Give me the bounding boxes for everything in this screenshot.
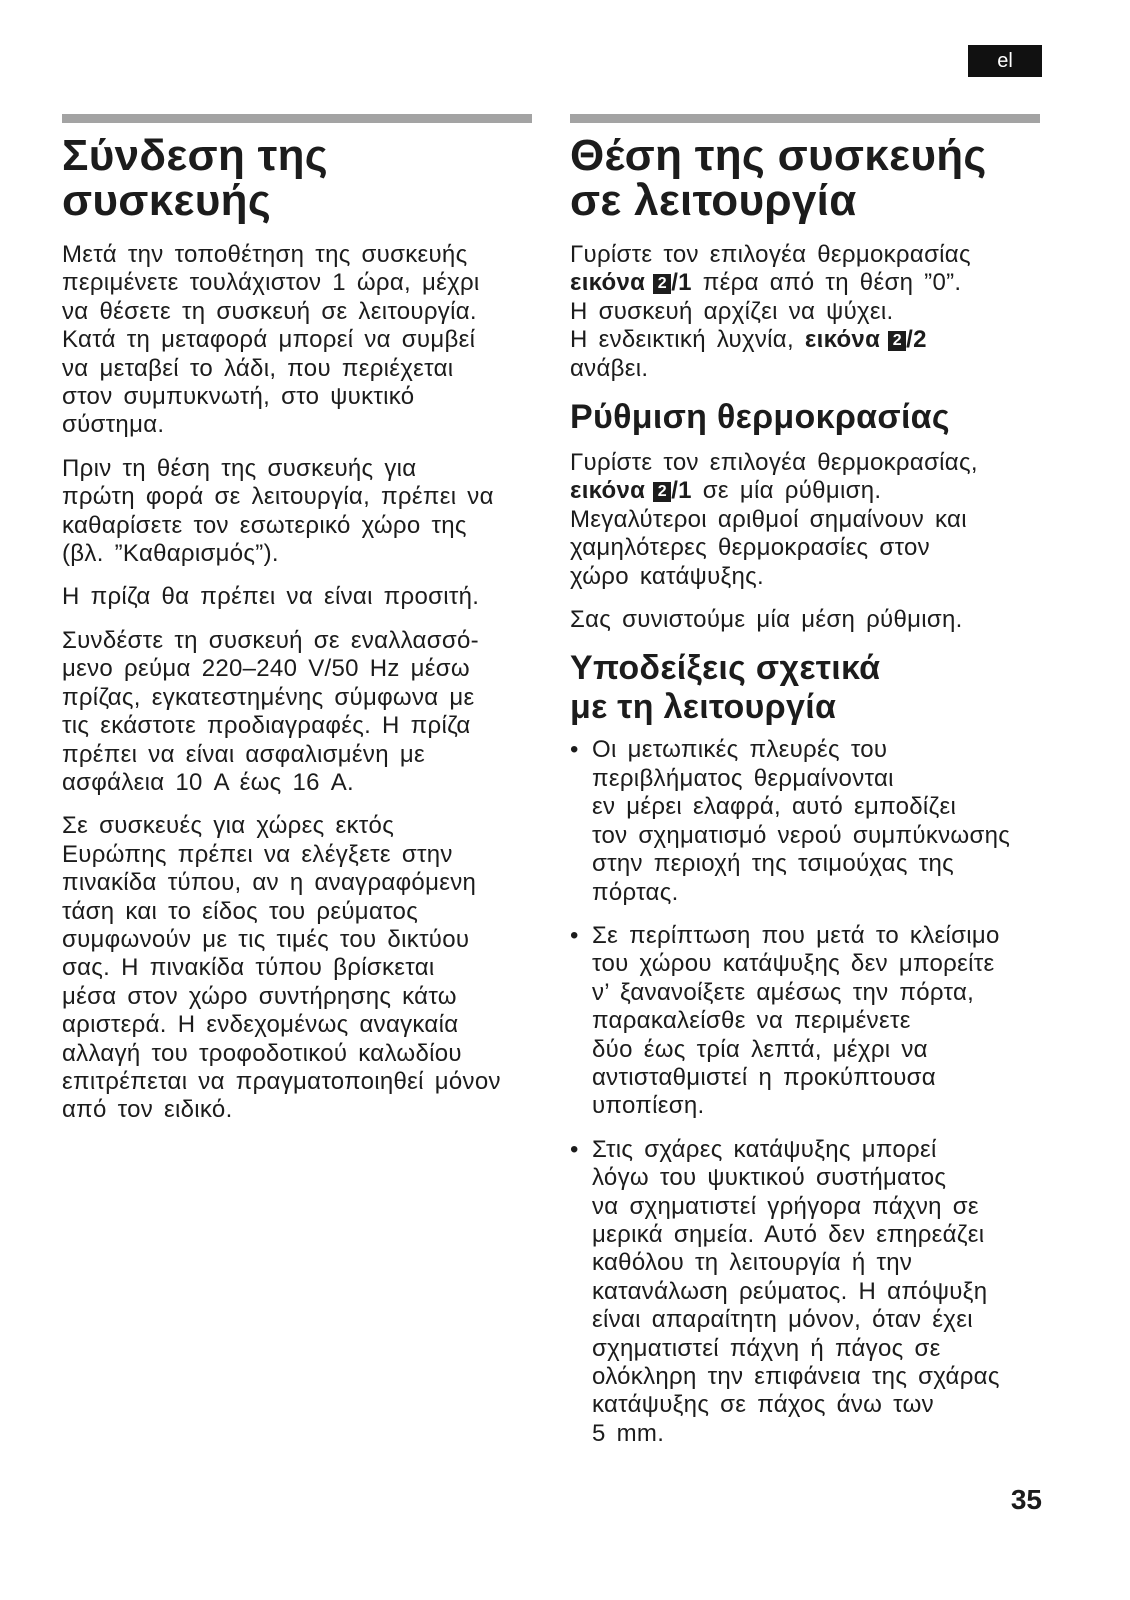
text-line: Η πρίζα θα πρέπει να είναι προσιτή. — [62, 583, 480, 611]
figure-ref: /1 — [671, 477, 692, 505]
text-line: Η συσκευή αρχίζει να ψύχει. — [570, 297, 894, 325]
text-line — [570, 326, 1050, 354]
text-line: μερικά σημεία. Αυτό δεν επηρεάζει — [592, 1220, 985, 1248]
text-line: καθόλου τη λειτουργία ή την — [592, 1249, 913, 1277]
text-line: πρίζας, εγκατεστημένης σύμφωνα με — [62, 683, 475, 711]
figure-number-icon: 2 — [888, 331, 906, 351]
figure-ref: /1 — [671, 269, 692, 297]
subheading-operating-notes — [570, 649, 1050, 727]
text-line: περιβλήματος θερμαίνονται — [592, 764, 894, 792]
text-line: σας. Η πινακίδα τύπου βρίσκεται — [62, 954, 435, 982]
section-heading-switch-on — [570, 133, 1050, 223]
paragraph-temperature-setting — [570, 449, 1050, 591]
text-line: περιμένετε τουλάχιστον 1 ώρα, μέχρι — [62, 269, 480, 297]
text-line: Πριν τη θέση της συσκευής για — [62, 454, 417, 482]
section-rule-right — [570, 114, 1040, 123]
text-run: σε μία ρύθμιση. — [691, 477, 882, 505]
figure-word: εικόνα — [570, 269, 646, 297]
figure-ref: /2 — [906, 326, 927, 354]
bullet-icon — [570, 736, 579, 764]
text-line: είναι απαραίτητη μόνον, όταν έχει — [592, 1306, 973, 1334]
paragraph-recommendation — [570, 606, 1050, 634]
figure-number-icon: 2 — [653, 274, 671, 294]
text-line: επιτρέπεται να πραγματοποιηθεί μόνον — [62, 1067, 501, 1095]
right-column — [570, 133, 1050, 1463]
text-line: μενο ρεύμα 220–240 V/50 Hz μέσω — [62, 655, 470, 683]
text-line: μέσα στον χώρο συντήρησης κάτω — [62, 982, 457, 1010]
text-line: Μεγαλύτεροι αριθμοί σημαίνουν και — [570, 505, 967, 533]
text-run: Η ενδεικτική λυχνία, — [570, 326, 805, 354]
text-line: Σας συνιστούμε μία μέση ρύθμιση. — [570, 606, 963, 634]
text-line: (βλ. ”Καθαρισμός”). — [62, 540, 279, 568]
text-line: συμφωνούν με τις τιμές του δικτύου — [62, 925, 470, 953]
list-item — [570, 1136, 1050, 1448]
text-line: χαμηλότερες θερμοκρασίες στον — [570, 534, 930, 562]
section-heading-connection — [62, 133, 542, 223]
text-line: Στις σχάρες κατάψυξης μπορεί — [592, 1135, 937, 1163]
text-line: ασφάλεια 10 A έως 16 A. — [62, 768, 355, 796]
figure-number-icon: 2 — [653, 482, 671, 502]
text-line: να θέσετε τη συσκευή σε λειτουργία. — [62, 297, 477, 325]
language-badge: el — [968, 45, 1042, 77]
text-line: παρακαλείσθε να περιμένετε — [592, 1007, 911, 1035]
heading-line: Υποδείξεις σχετικά — [570, 649, 881, 688]
text-line: ολόκληρη την επιφάνεια της σχάρας — [592, 1363, 1000, 1390]
text-run: πέρα από τη θέση ”0”. — [691, 269, 962, 297]
heading-line: Θέση της συσκευής — [570, 131, 987, 180]
text-line: πόρτας. — [592, 878, 679, 906]
bullet-icon — [570, 1136, 579, 1164]
page-number: 35 — [1010, 1484, 1042, 1515]
paragraph-cleaning — [62, 455, 542, 569]
bullet-icon — [570, 922, 579, 950]
text-line: στον συμπυκνωτή, στο ψυκτικό — [62, 383, 415, 411]
paragraph-socket-access — [62, 583, 542, 611]
text-line: χώρο κατάψυξης. — [570, 562, 765, 590]
text-line: Συνδέστε τη συσκευή σε εναλλασσό- — [62, 626, 479, 654]
paragraph-switch-on — [570, 241, 1050, 383]
text-line: σχηματιστεί πάχνη ή πάγος σε — [592, 1334, 941, 1362]
text-line: πινακίδα τύπου, αν η αναγραφόμενη — [62, 869, 477, 897]
text-line: να σχηματιστεί γρήγορα πάχνη σε — [592, 1192, 979, 1220]
text-line: αλλαγή του τροφοδοτικού καλωδίου — [62, 1039, 462, 1067]
text-line: Κατά τη μεταφορά μπορεί να συμβεί — [62, 326, 476, 354]
text-line: Οι μετωπικές πλευρές του — [592, 736, 888, 764]
text-line: ανάβει. — [570, 354, 649, 382]
text-line: Ευρώπης πρέπει να ελέγξετε στην — [62, 840, 453, 868]
text-line — [570, 269, 1050, 297]
text-line: πρέπει να είναι ασφαλισμένη με — [62, 740, 425, 768]
list-item — [570, 922, 1050, 1121]
text-line: Μετά την τοποθέτηση της συσκευής — [62, 241, 468, 268]
text-line: τάση και το είδος του ρεύματος — [62, 897, 419, 925]
text-line: αριστερά. Η ενδεχομένως αναγκαία — [62, 1011, 459, 1039]
heading-line: συσκευής — [62, 176, 271, 225]
text-line: πρώτη φορά σε λειτουργία, πρέπει να — [62, 483, 494, 511]
text-line: ν’ ξανανοίξετε αμέσως την πόρτα, — [592, 978, 975, 1006]
text-line: αντισταθμιστεί η προκύπτουσα — [592, 1063, 936, 1091]
figure-word: εικόνα — [570, 477, 646, 505]
text-line: του χώρου κατάψυξης δεν μπορείτε — [592, 950, 995, 978]
text-line: 5 mm. — [592, 1419, 665, 1447]
text-line: Σε συσκευές για χώρες εκτός — [62, 812, 395, 840]
text-line: Γυρίστε τον επιλογέα θερμοκρασίας — [570, 241, 971, 268]
paragraph-non-europe — [62, 812, 542, 1124]
text-line: τον σχηματισμό νερού συμπύκνωσης — [592, 821, 1011, 849]
text-line: καθαρίσετε τον εσωτερικό χώρο της — [62, 511, 467, 539]
text-line: τις εκάστοτε προδιαγραφές. Η πρίζα — [62, 712, 471, 740]
text-line: δύο έως τρία λεπτά, μέχρι να — [592, 1035, 928, 1063]
text-line: κατάψυξης σε πάχος άνω των — [592, 1391, 934, 1419]
text-line: από τον ειδικό. — [62, 1096, 233, 1124]
heading-line: Ρύθμιση θερμοκρασίας — [570, 398, 950, 437]
heading-line: με τη λειτουργία — [570, 688, 837, 727]
text-line: εν μέρει ελαφρά, αυτό εμποδίζει — [592, 793, 957, 821]
text-line: σύστημα. — [62, 411, 165, 439]
left-column — [62, 133, 542, 1140]
figure-word: εικόνα — [804, 326, 881, 354]
heading-line: Σύνδεση της — [62, 131, 328, 180]
paragraph-wait-time — [62, 241, 542, 440]
subheading-temperature — [570, 398, 1050, 437]
text-line: κατανάλωση ρεύματος. Η απόψυξη — [592, 1277, 988, 1305]
text-line: στην περιοχή της τσιμούχας της — [592, 850, 954, 878]
text-line: Σε περίπτωση που μετά το κλείσιμο — [592, 921, 1000, 949]
text-line — [570, 477, 1050, 505]
text-line: Γυρίστε τον επιλογέα θερμοκρασίας, — [570, 449, 978, 477]
list-item — [570, 736, 1050, 906]
section-rule-left — [62, 114, 532, 123]
text-line: λόγω του ψυκτικού συστήματος — [592, 1164, 947, 1192]
text-line: να μεταβεί το λάδι, που περιέχεται — [62, 354, 454, 382]
paragraph-power-supply — [62, 627, 542, 797]
heading-line: σε λειτουργία — [570, 176, 857, 225]
text-line: υποπίεση. — [592, 1092, 705, 1120]
